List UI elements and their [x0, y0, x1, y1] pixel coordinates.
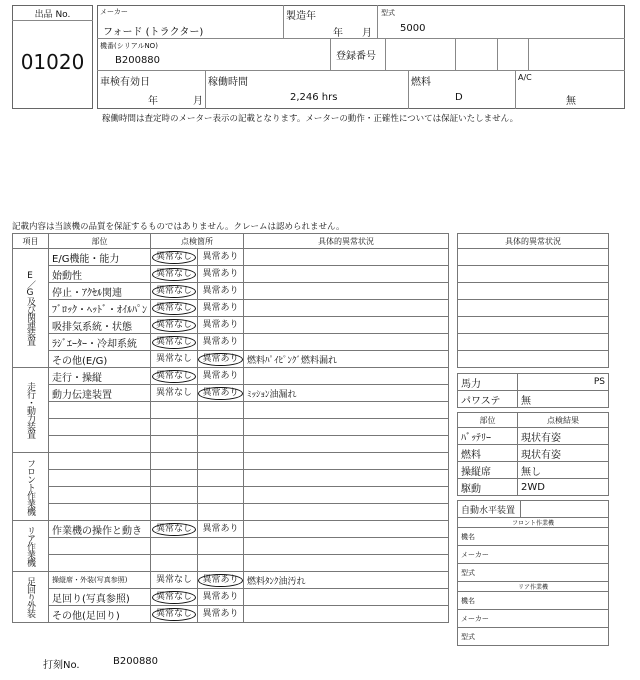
status-cell-ng [198, 300, 244, 317]
status-cell-ok [151, 385, 198, 402]
circled-status-ok: 異常なし [152, 608, 196, 621]
implement-table [457, 500, 609, 646]
status-ng: 異常あり [202, 370, 239, 381]
status-cell-ng [198, 351, 244, 368]
group-label: 走行・動力装置 [13, 368, 49, 453]
rear-implement-field: 型式 [458, 628, 609, 646]
detail-cell [244, 300, 449, 317]
hours-label: 稼働時間 [208, 77, 248, 88]
part-name [49, 402, 151, 419]
status-cell-ok [151, 334, 198, 351]
detail-cell [458, 334, 609, 351]
status-cell-ok [151, 249, 198, 266]
power-steering-label: パワステ [458, 391, 518, 408]
status-cell-ng [198, 266, 244, 283]
status-ok: 異常なし [155, 574, 192, 585]
status-ng: 異常あり [202, 268, 239, 279]
part-name: その他(E/G) [49, 351, 151, 368]
status-cell-ok [151, 572, 198, 589]
part-name: 作業機の操作と動き [49, 521, 151, 538]
hp-label: 馬力 [458, 374, 518, 391]
column-header: 項目 [13, 234, 49, 249]
detail-cell [244, 249, 449, 266]
circled-status-ok: 異常なし [152, 251, 196, 264]
status-cell-ng [198, 419, 244, 436]
detail-cell [244, 453, 449, 470]
table-row [13, 283, 449, 300]
detail-cell [458, 283, 609, 300]
status-cell-ng [198, 334, 244, 351]
status-cell-ng [198, 317, 244, 334]
front-implement-field: 型式 [458, 564, 609, 582]
table-row [13, 487, 449, 504]
auto-level-value [521, 501, 609, 518]
status-cell-ok [151, 470, 198, 487]
circled-status-ok: 異常なし [152, 302, 196, 315]
detail-cell [458, 351, 609, 368]
detail-cell [458, 266, 609, 283]
detail-cell [458, 249, 609, 266]
part-name: E/G機能・能力 [49, 249, 151, 266]
detail-cell [244, 538, 449, 555]
status-cell-ok [151, 368, 198, 385]
column-header: 具体的異常状況 [244, 234, 449, 249]
fuel-value: D [455, 92, 463, 103]
part-name: ﾌﾞﾛｯｸ・ﾍｯﾄﾞ・ｵｲﾙﾊﾟﾝ [49, 300, 151, 317]
listing-no: 01020 [20, 50, 85, 74]
rear-implement-field: 機名 [458, 592, 609, 610]
group-label: リア作業機 [13, 521, 49, 572]
detail-row [458, 317, 609, 334]
part-name [49, 419, 151, 436]
detail-cell [244, 368, 449, 385]
circled-status-ok: 異常なし [152, 591, 196, 604]
status-cell-ng [198, 402, 244, 419]
status-ng: 異常あり [202, 302, 239, 313]
status-cell-ng [198, 453, 244, 470]
status-cell-ok [151, 266, 198, 283]
right-detail-table [457, 233, 609, 368]
model-value: 5000 [400, 23, 426, 34]
detail-cell [458, 317, 609, 334]
status-cell-ng [198, 538, 244, 555]
table-row [13, 470, 449, 487]
group-label: 足回り外装 [13, 572, 49, 623]
listing-no-label: 出品 No. [34, 10, 71, 20]
inspection-month-unit: 月 [193, 96, 203, 107]
detail-cell [244, 555, 449, 572]
table-row [13, 402, 449, 419]
hours-note: 稼働時間は査定時のメーター表示の記載となります。メーターの動作・正確性については保証いたしません。 [102, 114, 519, 124]
check-part: 駆動 [458, 479, 518, 496]
detail-cell [244, 487, 449, 504]
detail-row [458, 283, 609, 300]
part-name [49, 487, 151, 504]
detail-cell [244, 419, 449, 436]
status-cell-ng [198, 487, 244, 504]
circled-status-ok: 異常なし [152, 285, 196, 298]
status-cell-ng [198, 368, 244, 385]
detail-cell: 燃料ﾀﾝｸ油汚れ [244, 572, 449, 589]
status-cell-ng [198, 572, 244, 589]
front-implement-field: メーカー [458, 546, 609, 564]
ac-value: 無 [566, 96, 576, 107]
column-header: 部位 [49, 234, 151, 249]
rear-implement-header: リア作業機 [458, 582, 609, 592]
ac-label: A/C [518, 73, 532, 82]
detail-cell [244, 470, 449, 487]
check-part: 操縦席 [458, 462, 518, 479]
table-row [13, 317, 449, 334]
status-cell-ng [198, 470, 244, 487]
inspection-table [12, 233, 449, 623]
check-result: 現状有姿 [518, 445, 609, 462]
status-ng: 異常あり [202, 608, 239, 619]
table-row [13, 351, 449, 368]
year-unit: 年 [333, 28, 343, 39]
inspection-label: 車検有効日 [100, 77, 150, 88]
part-name: ﾗｼﾞｴｰﾀｰ・冷却系統 [49, 334, 151, 351]
circled-status-ok: 異常なし [152, 523, 196, 536]
status-cell-ok [151, 538, 198, 555]
circled-status-ok: 異常なし [152, 370, 196, 383]
year-label: 製造年 [286, 11, 316, 22]
part-name: 始動性 [49, 266, 151, 283]
part-name: 吸排気系統・状態 [49, 317, 151, 334]
circled-status-ok: 異常なし [152, 336, 196, 349]
serial-value: B200880 [115, 55, 161, 66]
status-cell-ok [151, 453, 198, 470]
maker-value: フォード (トラクター) [103, 27, 204, 38]
circled-status-ng: 異常あり [198, 387, 242, 400]
table-row [13, 266, 449, 283]
detail-cell: ﾐｯｼｮﾝ油漏れ [244, 385, 449, 402]
part-name [49, 538, 151, 555]
detail-cell [244, 521, 449, 538]
status-cell-ok [151, 317, 198, 334]
table-header-row [13, 234, 449, 249]
circled-status-ok: 異常なし [152, 319, 196, 332]
power-steering-value: 無 [518, 391, 609, 408]
detail-cell [244, 334, 449, 351]
part-name: 走行・操縦 [49, 368, 151, 385]
status-cell-ng [198, 436, 244, 453]
table-row [13, 419, 449, 436]
check-result: 2WD [518, 479, 609, 496]
status-cell-ok [151, 402, 198, 419]
front-implement-header: フロント作業機 [458, 518, 609, 528]
check-result: 現状有姿 [518, 428, 609, 445]
detail-row [458, 334, 609, 351]
status-cell-ok [151, 521, 198, 538]
check-table [457, 412, 609, 496]
disclaimer: 記載内容は当該機の品質を保証するものではありません。クレームは認められません。 [12, 222, 345, 232]
stamp-label: 打刻No. [43, 660, 80, 671]
spec-table [457, 373, 609, 408]
detail-row [458, 249, 609, 266]
status-cell-ok [151, 589, 198, 606]
status-cell-ng [198, 249, 244, 266]
detail-cell [244, 504, 449, 521]
group-label: E／G及び関連装置 [13, 249, 49, 368]
part-name [49, 436, 151, 453]
detail-cell: 燃料ﾊﾟｲﾋﾟﾝｸﾞ燃料漏れ [244, 351, 449, 368]
status-cell-ng [198, 385, 244, 402]
table-row [13, 538, 449, 555]
status-cell-ng [198, 555, 244, 572]
detail-cell [244, 589, 449, 606]
detail-cell [244, 283, 449, 300]
model-label: 型式 [381, 9, 395, 17]
front-implement-field: 機名 [458, 528, 609, 546]
detail-cell [244, 317, 449, 334]
status-cell-ok [151, 606, 198, 623]
status-cell-ng [198, 589, 244, 606]
part-name [49, 555, 151, 572]
part-name [49, 504, 151, 521]
detail-cell [458, 300, 609, 317]
status-ok: 異常なし [155, 353, 192, 364]
table-row [13, 368, 449, 385]
check-header: 点検結果 [518, 413, 609, 428]
part-name: 足回り(写真参照) [49, 589, 151, 606]
month-unit: 月 [362, 28, 372, 39]
table-row [13, 300, 449, 317]
detail-header: 具体的異常状況 [458, 234, 609, 249]
status-cell-ok [151, 436, 198, 453]
detail-cell [244, 436, 449, 453]
auto-level-label: 自動水平装置 [458, 501, 521, 518]
check-part: ﾊﾞｯﾃﾘｰ [458, 428, 518, 445]
status-ng: 異常あり [202, 251, 239, 262]
group-label: フロント作業機 [13, 453, 49, 521]
check-row [458, 462, 609, 479]
status-cell-ok [151, 351, 198, 368]
table-row [13, 385, 449, 402]
status-ok: 異常なし [155, 387, 192, 398]
part-name: 操縦席・外装(写真参照) [49, 572, 151, 589]
detail-row [458, 351, 609, 368]
part-name [49, 453, 151, 470]
detail-cell [244, 606, 449, 623]
status-cell-ok [151, 300, 198, 317]
detail-row [458, 266, 609, 283]
status-cell-ng [198, 504, 244, 521]
table-row [13, 572, 449, 589]
table-row [13, 606, 449, 623]
status-ng: 異常あり [202, 319, 239, 330]
hours-value: 2,246 hrs [290, 92, 338, 103]
table-row [13, 334, 449, 351]
table-row [13, 504, 449, 521]
check-header: 部位 [458, 413, 518, 428]
part-name: 動力伝達装置 [49, 385, 151, 402]
inspection-year-unit: 年 [148, 96, 158, 107]
part-name: 停止・ｱｸｾﾙ関連 [49, 283, 151, 300]
detail-cell [244, 402, 449, 419]
status-cell-ng [198, 521, 244, 538]
maker-label: メーカー [100, 8, 128, 16]
detail-cell [244, 266, 449, 283]
status-ng: 異常あり [202, 336, 239, 347]
status-cell-ng [198, 606, 244, 623]
circled-status-ng: 異常あり [198, 353, 242, 366]
check-part: 燃料 [458, 445, 518, 462]
stamp-value: B200880 [113, 656, 159, 667]
part-name [49, 470, 151, 487]
column-header: 点検箇所 [151, 234, 244, 249]
check-row [458, 479, 609, 496]
status-cell-ng [198, 283, 244, 300]
status-cell-ok [151, 419, 198, 436]
table-row [13, 521, 449, 538]
status-cell-ok [151, 555, 198, 572]
status-cell-ok [151, 283, 198, 300]
table-row [13, 555, 449, 572]
circled-status-ng: 異常あり [198, 574, 242, 587]
check-row [458, 428, 609, 445]
table-row [13, 436, 449, 453]
registration-label: 登録番号 [336, 51, 376, 62]
check-row [458, 445, 609, 462]
status-cell-ok [151, 504, 198, 521]
status-cell-ok [151, 487, 198, 504]
table-row [13, 249, 449, 266]
part-name: その他(足回り) [49, 606, 151, 623]
status-ng: 異常あり [202, 285, 239, 296]
table-row [13, 453, 449, 470]
circled-status-ok: 異常なし [152, 268, 196, 281]
status-ng: 異常あり [202, 591, 239, 602]
table-row [13, 589, 449, 606]
rear-implement-field: メーカー [458, 610, 609, 628]
status-ng: 異常あり [202, 523, 239, 534]
hp-unit: PS [518, 374, 609, 391]
fuel-label: 燃料 [411, 77, 431, 88]
detail-row [458, 300, 609, 317]
check-result: 無し [518, 462, 609, 479]
serial-label: 機番(シリアルNO) [100, 42, 158, 50]
